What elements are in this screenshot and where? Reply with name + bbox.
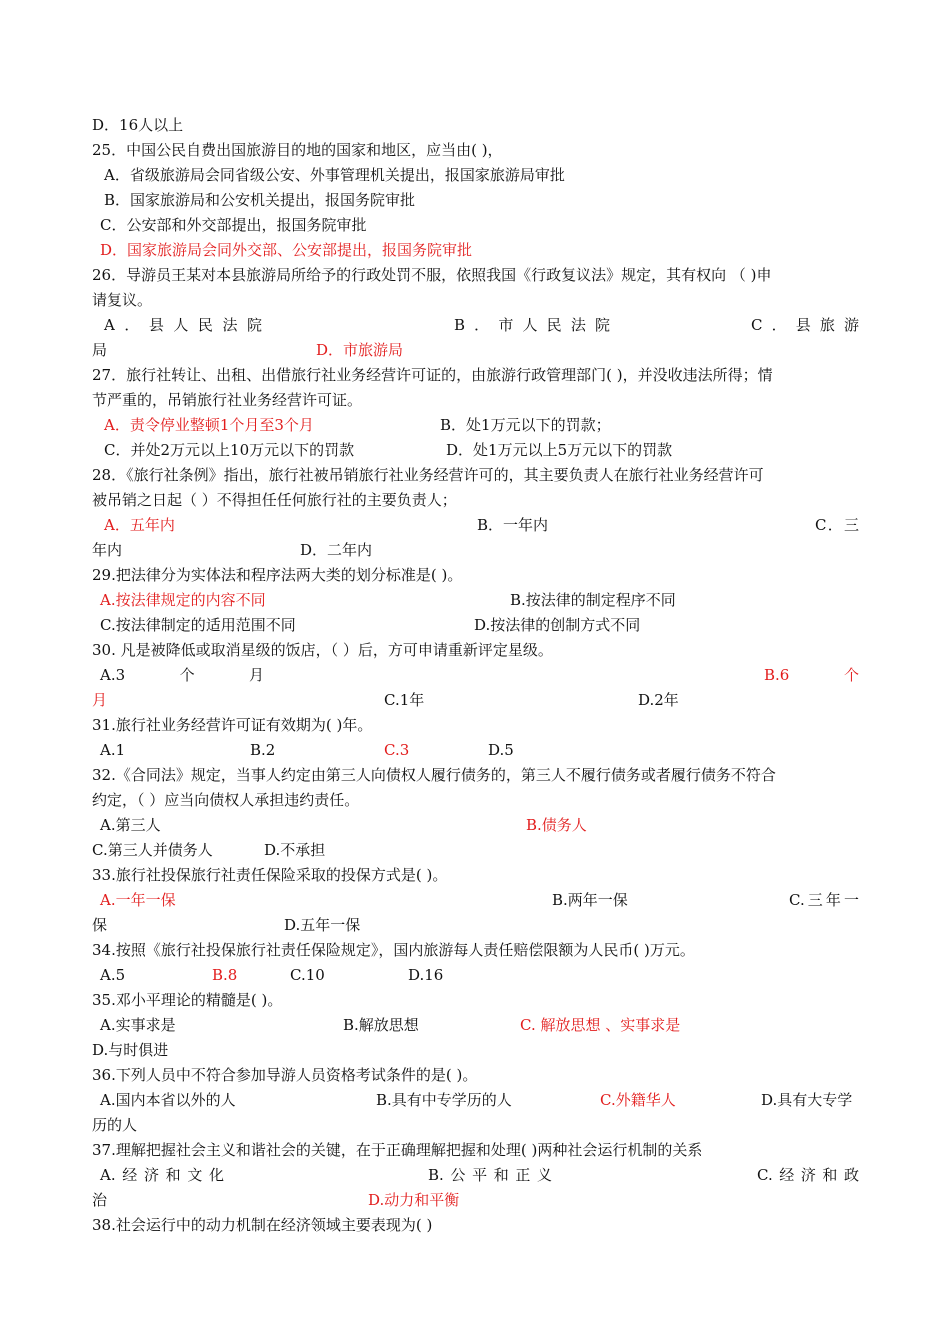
q28-option-d: D．二年内 <box>300 541 373 559</box>
q30-option-c: C.1年 <box>384 691 425 709</box>
q26-option-d-answer: D．市旅游局 <box>316 341 404 359</box>
q36-option-b: B.具有中专学历的人 <box>376 1091 512 1109</box>
q32-option-a: A.第三人 <box>100 816 161 834</box>
q27-option-c: C．并处2万元以上10万元以下的罚款 <box>104 441 355 459</box>
q25-option-c: C．公安部和外交部提出，报国务院审批 <box>100 216 367 234</box>
q36-option-d-cont: 历的人 <box>92 1116 138 1134</box>
question-27-line1: 27．旅行社转让、出租、出借旅行社业务经营许可证的，由旅游行政管理部门( )，并没收违法所得；情 <box>92 366 773 384</box>
question-35: 35.邓小平理论的精髓是( )。 <box>92 991 283 1009</box>
q37-option-b: B.公平和正义 <box>428 1166 552 1184</box>
q37-option-c: C.经济和政 <box>757 1166 859 1184</box>
q37-option-c-cont: 治 <box>92 1191 108 1209</box>
question-38: 38.社会运行中的动力机制在经济领域主要表现为( ) <box>92 1216 433 1234</box>
option-16-plus: D．16人以上 <box>92 116 184 134</box>
q26-option-a: A．县人民法院 <box>104 316 262 334</box>
q33-option-d: D.五年一保 <box>284 916 361 934</box>
q26-option-c-cont: 局 <box>92 341 108 359</box>
q32-option-b-answer: B.债务人 <box>526 816 587 834</box>
q37-option-a: A.经济和文化 <box>100 1166 224 1184</box>
q37-option-d-answer: D.动力和平衡 <box>368 1191 460 1209</box>
question-33: 33.旅行社投保旅行社责任保险采取的投保方式是( )。 <box>92 866 448 884</box>
q34-option-a: A.5 <box>100 966 126 984</box>
q30-option-b-cont: 月 <box>92 691 108 709</box>
q28-option-b: B．一年内 <box>477 516 549 534</box>
q27-option-a-answer: A．责令停业整顿1个月至3个月 <box>104 416 314 434</box>
question-28-line2: 被吊销之日起（ ）不得担任任何旅行社的主要负责人； <box>92 491 457 509</box>
question-34: 34.按照《旅行社投保旅行社责任保险规定》，国内旅游每人责任赔偿限额为人民币( )万元。 <box>92 941 695 959</box>
q28-option-c: C．三 <box>815 516 859 534</box>
question-27-line2: 节严重的，吊销旅行社业务经营许可证。 <box>92 391 363 409</box>
q33-option-c: C.三年一 <box>789 891 859 909</box>
question-29: 29.把法律分为实体法和程序法两大类的划分标准是( )。 <box>92 566 463 584</box>
q28-option-c-cont: 年内 <box>92 541 123 559</box>
q34-option-b-answer: B.8 <box>212 966 238 984</box>
q35-option-a: A.实事求是 <box>100 1016 176 1034</box>
q34-option-c: C.10 <box>290 966 325 984</box>
q36-option-a: A.国内本省以外的人 <box>100 1091 236 1109</box>
q30-option-b-answer: B.6个 <box>764 666 859 684</box>
q29-option-a-answer: A.按法律规定的内容不同 <box>100 591 266 609</box>
q34-option-d: D.16 <box>408 966 444 984</box>
q29-option-c: C.按法律制定的适用范围不同 <box>100 616 296 634</box>
q26-option-c: C．县旅游 <box>751 316 859 334</box>
q30-option-d: D.2年 <box>638 691 679 709</box>
q28-option-a-answer: A．五年内 <box>104 516 175 534</box>
question-28-line1: 28．《旅行社条例》指出，旅行社被吊销旅行社业务经营许可的，其主要负责人在旅行社业务经营许可 <box>92 466 764 484</box>
q25-option-d-answer: D．国家旅游局会同外交部、公安部提出，报国务院审批 <box>100 241 473 259</box>
q36-option-c-answer: C.外籍华人 <box>600 1091 676 1109</box>
q32-option-d: D.不承担 <box>264 841 326 859</box>
q25-option-a: A．省级旅游局会同省级公安、外事管理机关提出，报国家旅游局审批 <box>104 166 565 184</box>
q29-option-d: D.按法律的创制方式不同 <box>474 616 641 634</box>
question-25: 25．中国公民自费出国旅游目的地的国家和地区，应当由( )， <box>92 141 503 159</box>
q26-option-b: B．市人民法院 <box>454 316 610 334</box>
question-30: 30. 凡是被降低或取消星级的饭店，（ ）后，方可申请重新评定星级。 <box>92 641 553 659</box>
q27-option-b: B．处1万元以下的罚款； <box>440 416 611 434</box>
question-26-line1: 26．导游员王某对本县旅游局所给予的行政处罚不服，依照我国《行政复议法》规定，其有权向 （ )申 <box>92 266 772 284</box>
question-32-line1: 32.《合同法》规定，当事人约定由第三人向债权人履行债务的，第三人不履行债务或者履行债务不符合 <box>92 766 776 784</box>
q35-option-c-answer: C. 解放思想 、实事求是 <box>520 1016 681 1034</box>
q29-option-b: B.按法律的制定程序不同 <box>510 591 676 609</box>
q35-option-d: D.与时俱进 <box>92 1041 169 1059</box>
question-36: 36.下列人员中不符合参加导游人员资格考试条件的是( )。 <box>92 1066 478 1084</box>
question-31: 31.旅行社业务经营许可证有效期为( )年。 <box>92 716 373 734</box>
question-32-line2: 约定，（ ）应当向债权人承担违约责任。 <box>92 791 360 809</box>
question-37: 37.理解把握社会主义和谐社会的关键，在于正确理解把握和处理( )两种社会运行机制的关系 <box>92 1141 703 1159</box>
q31-option-b: B.2 <box>250 741 276 759</box>
q32-option-c: C.第三人并债务人 <box>92 841 213 859</box>
q36-option-d: D.具有大专学 <box>761 1091 853 1109</box>
q33-option-a-answer: A.一年一保 <box>100 891 176 909</box>
q33-option-c-cont: 保 <box>92 916 108 934</box>
q25-option-b: B．国家旅游局和公安机关提出，报国务院审批 <box>104 191 416 209</box>
q30-option-a: A.3个月 <box>100 666 264 684</box>
q35-option-b: B.解放思想 <box>343 1016 419 1034</box>
q31-option-c-answer: C.3 <box>384 741 410 759</box>
q27-option-d: D．处1万元以上5万元以下的罚款 <box>446 441 673 459</box>
q33-option-b: B.两年一保 <box>552 891 628 909</box>
question-26-line2: 请复议。 <box>92 291 153 309</box>
q31-option-a: A.1 <box>100 741 126 759</box>
q31-option-d: D.5 <box>488 741 514 759</box>
